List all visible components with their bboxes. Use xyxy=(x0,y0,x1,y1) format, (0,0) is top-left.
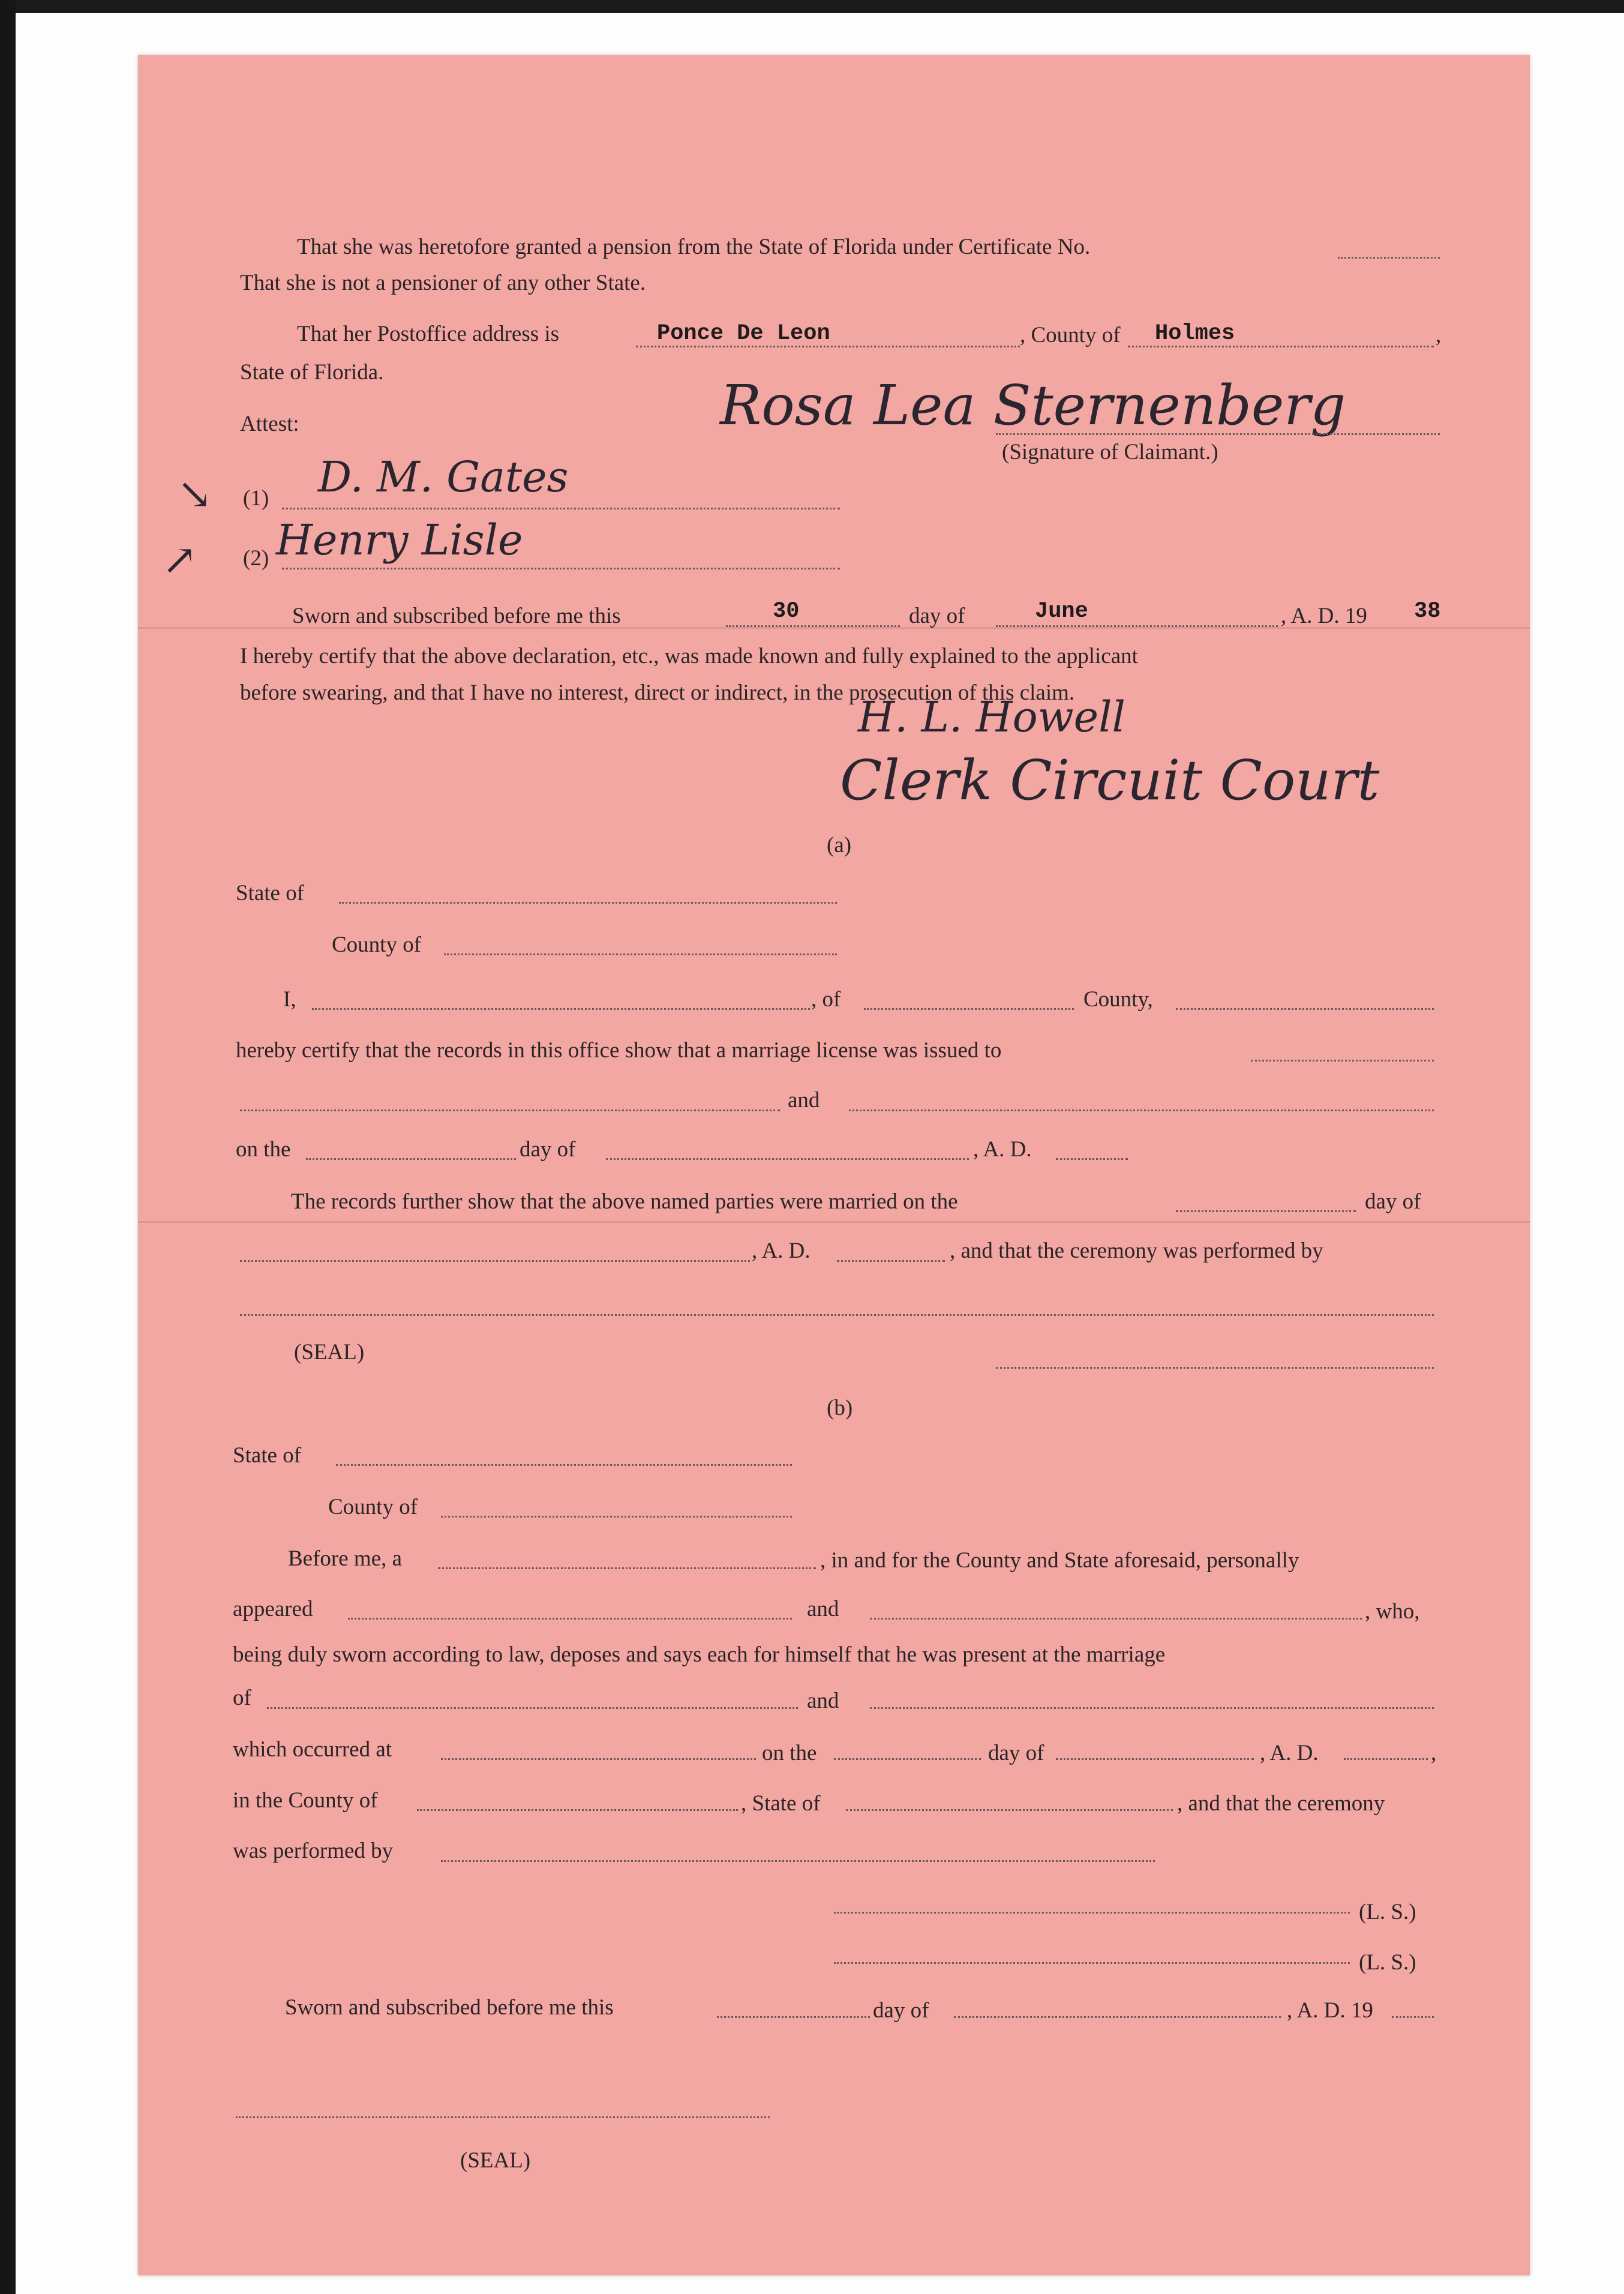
b-day-of-label: day of xyxy=(988,1741,1044,1765)
b-state-of-label: State of xyxy=(233,1443,302,1468)
sworn-day-value: 30 xyxy=(773,599,800,624)
b-state-of2-label: , State of xyxy=(741,1791,821,1816)
b-county-of-label: County of xyxy=(328,1495,418,1519)
b-state-field[interactable] xyxy=(336,1464,792,1466)
b-on-the-label: on the xyxy=(762,1741,817,1765)
postoffice-label: That her Postoffice address is xyxy=(297,322,560,346)
witness-2-line[interactable] xyxy=(282,568,840,569)
b-sworn-day-of-label: day of xyxy=(873,1998,929,2023)
b-in-county-label: in the County of xyxy=(233,1788,378,1813)
certificate-statement: That she was heretofore granted a pension from the State of Florida under Certificate No. xyxy=(297,235,1091,259)
postoffice-value: Ponce De Leon xyxy=(657,321,830,346)
certify-line-1: I hereby certify that the above declaration, etc., was made known and fully explained to the applicant xyxy=(240,644,1138,668)
b-ad-label: , A. D. xyxy=(1260,1741,1319,1765)
b-seal: (SEAL) xyxy=(460,2148,531,2173)
b-performed-by-label: was performed by xyxy=(233,1839,394,1863)
b-party-2-field[interactable] xyxy=(870,1707,1434,1709)
a-further-statement: The records further show that the above named parties were married on the xyxy=(291,1189,958,1214)
a-ceremony-label: , and that the ceremony was performed by xyxy=(950,1239,1323,1263)
a-county-extra-field[interactable] xyxy=(1176,1008,1434,1010)
a-day-of-label: day of xyxy=(520,1137,576,1162)
b-party-1-field[interactable] xyxy=(267,1707,798,1709)
a-clerk-signature-line[interactable] xyxy=(996,1367,1434,1369)
a-license-day-field[interactable] xyxy=(306,1158,516,1160)
section-b-heading: (b) xyxy=(827,1396,853,1420)
b-in-and-for-label: , in and for the County and State aforesaid, personally xyxy=(820,1548,1299,1573)
sworn-day-field[interactable] xyxy=(726,625,900,627)
b-sworn-month-field[interactable] xyxy=(954,2016,1281,2018)
witness-1-number: (1) xyxy=(243,486,269,511)
b-ls-1: (L. S.) xyxy=(1359,1900,1416,1924)
a-county-of-label: County of xyxy=(332,932,422,957)
b-witness-1-signature-line[interactable] xyxy=(834,1912,1350,1914)
b-sworn-ad-label: , A. D. 19 xyxy=(1287,1998,1373,2023)
b-before-me-label: Before me, a xyxy=(288,1546,403,1571)
b-and2-label: and xyxy=(807,1689,839,1713)
b-in-county-field[interactable] xyxy=(417,1809,738,1811)
county-value: Holmes xyxy=(1155,321,1235,346)
a-state-field[interactable] xyxy=(339,902,837,904)
a-on-the-label: on the xyxy=(236,1137,291,1162)
b-officiant-field[interactable] xyxy=(441,1860,1155,1862)
claimant-caption: (Signature of Claimant.) xyxy=(1002,440,1218,464)
sworn-month-field[interactable] xyxy=(996,625,1278,627)
clerk-title-signature: Clerk Circuit Court xyxy=(840,748,1380,812)
a-licensee-1-field[interactable] xyxy=(1251,1060,1434,1061)
a-of-label: , of xyxy=(811,987,841,1012)
a-state-of-label: State of xyxy=(236,881,305,905)
a-license-year-field[interactable] xyxy=(1056,1158,1128,1160)
arrow-mark: ↘ xyxy=(177,472,212,518)
b-officer-signature-line[interactable] xyxy=(236,2116,770,2118)
arrow-mark: ↗ xyxy=(162,538,197,584)
a-clerk-name-field[interactable] xyxy=(312,1008,810,1010)
b-of-label: of xyxy=(233,1686,251,1710)
certify-line-2: before swearing, and that I have no interest, direct or indirect, in the prosecution of this claim. xyxy=(240,680,1075,705)
a-and-label: and xyxy=(788,1088,820,1112)
witness-2-number: (2) xyxy=(243,546,269,571)
county-field[interactable] xyxy=(1128,346,1434,347)
a-marriage-year-field[interactable] xyxy=(837,1260,945,1262)
b-state2-field[interactable] xyxy=(846,1809,1173,1811)
a-licensee-2-field[interactable] xyxy=(240,1109,780,1111)
b-witness-1-field[interactable] xyxy=(348,1618,792,1620)
a-records-statement: hereby certify that the records in this office show that a marriage license was issued to xyxy=(236,1038,1002,1063)
a-licensee-3-field[interactable] xyxy=(849,1109,1434,1111)
county-comma: , xyxy=(1436,323,1442,347)
a-marriage-month-field[interactable] xyxy=(240,1260,750,1262)
a-seal: (SEAL) xyxy=(294,1340,365,1365)
a-officiant-field[interactable] xyxy=(240,1314,1434,1316)
b-ls-2: (L. S.) xyxy=(1359,1950,1416,1975)
sworn-day-of: day of xyxy=(909,604,965,628)
b-being-sworn-statement: being duly sworn according to law, deposes and says each for himself that he was present at the marriage xyxy=(233,1642,1166,1667)
a-marriage-day-field[interactable] xyxy=(1176,1210,1356,1212)
claimant-signature-line[interactable] xyxy=(996,433,1440,435)
witness-1-line[interactable] xyxy=(282,508,840,509)
b-month-field[interactable] xyxy=(1056,1758,1254,1760)
b-location-field[interactable] xyxy=(441,1758,756,1760)
a-of-county-field[interactable] xyxy=(864,1008,1074,1010)
section-a-heading: (a) xyxy=(827,833,852,857)
b-who-label: , who, xyxy=(1365,1599,1420,1624)
b-ad-comma: , xyxy=(1431,1741,1437,1765)
certificate-number-field[interactable] xyxy=(1338,257,1440,259)
b-year-field[interactable] xyxy=(1344,1758,1428,1760)
b-county-field[interactable] xyxy=(441,1516,792,1518)
b-sworn-year-field[interactable] xyxy=(1392,2016,1434,2018)
not-pensioner-statement: That she is not a pensioner of any other State. xyxy=(240,271,646,295)
b-and-label: and xyxy=(807,1597,839,1621)
a-county-field[interactable] xyxy=(444,953,837,955)
sworn-year-value: 38 xyxy=(1414,599,1441,624)
postoffice-field[interactable] xyxy=(636,346,1020,347)
attest-label: Attest: xyxy=(240,412,299,436)
a-ad-label: , A. D. xyxy=(973,1137,1032,1162)
b-witness-2-field[interactable] xyxy=(870,1618,1362,1620)
b-officer-field[interactable] xyxy=(438,1567,816,1569)
b-sworn-day-field[interactable] xyxy=(717,2016,870,2018)
b-appeared-label: appeared xyxy=(233,1597,313,1621)
b-sworn-prefix: Sworn and subscribed before me this xyxy=(285,1995,614,2020)
witness-2-signature: Henry Lisle xyxy=(276,515,523,565)
county-label: , County of xyxy=(1020,323,1121,347)
b-ceremony-label: , and that the ceremony xyxy=(1177,1791,1385,1816)
a-ad2-label: , A. D. xyxy=(752,1239,811,1263)
clerk-signature: H. L. Howell xyxy=(858,692,1125,742)
a-county-comma-label: County, xyxy=(1083,987,1153,1012)
state-of-florida: State of Florida. xyxy=(240,360,384,385)
a-i-label: I, xyxy=(283,987,296,1012)
witness-1-signature: D. M. Gates xyxy=(318,452,569,502)
b-witness-2-signature-line[interactable] xyxy=(834,1962,1350,1964)
sworn-month-value: June xyxy=(1035,599,1088,624)
b-occurred-at-label: which occurred at xyxy=(233,1737,392,1762)
sworn-year-label: , A. D. 19 xyxy=(1281,604,1367,628)
claimant-signature: Rosa Lea Sternenberg xyxy=(720,373,1346,437)
a-license-month-field[interactable] xyxy=(606,1158,969,1160)
a-day-of-end-label: day of xyxy=(1365,1189,1421,1214)
sworn-prefix: Sworn and subscribed before me this xyxy=(292,604,621,628)
b-day-field[interactable] xyxy=(834,1758,981,1760)
